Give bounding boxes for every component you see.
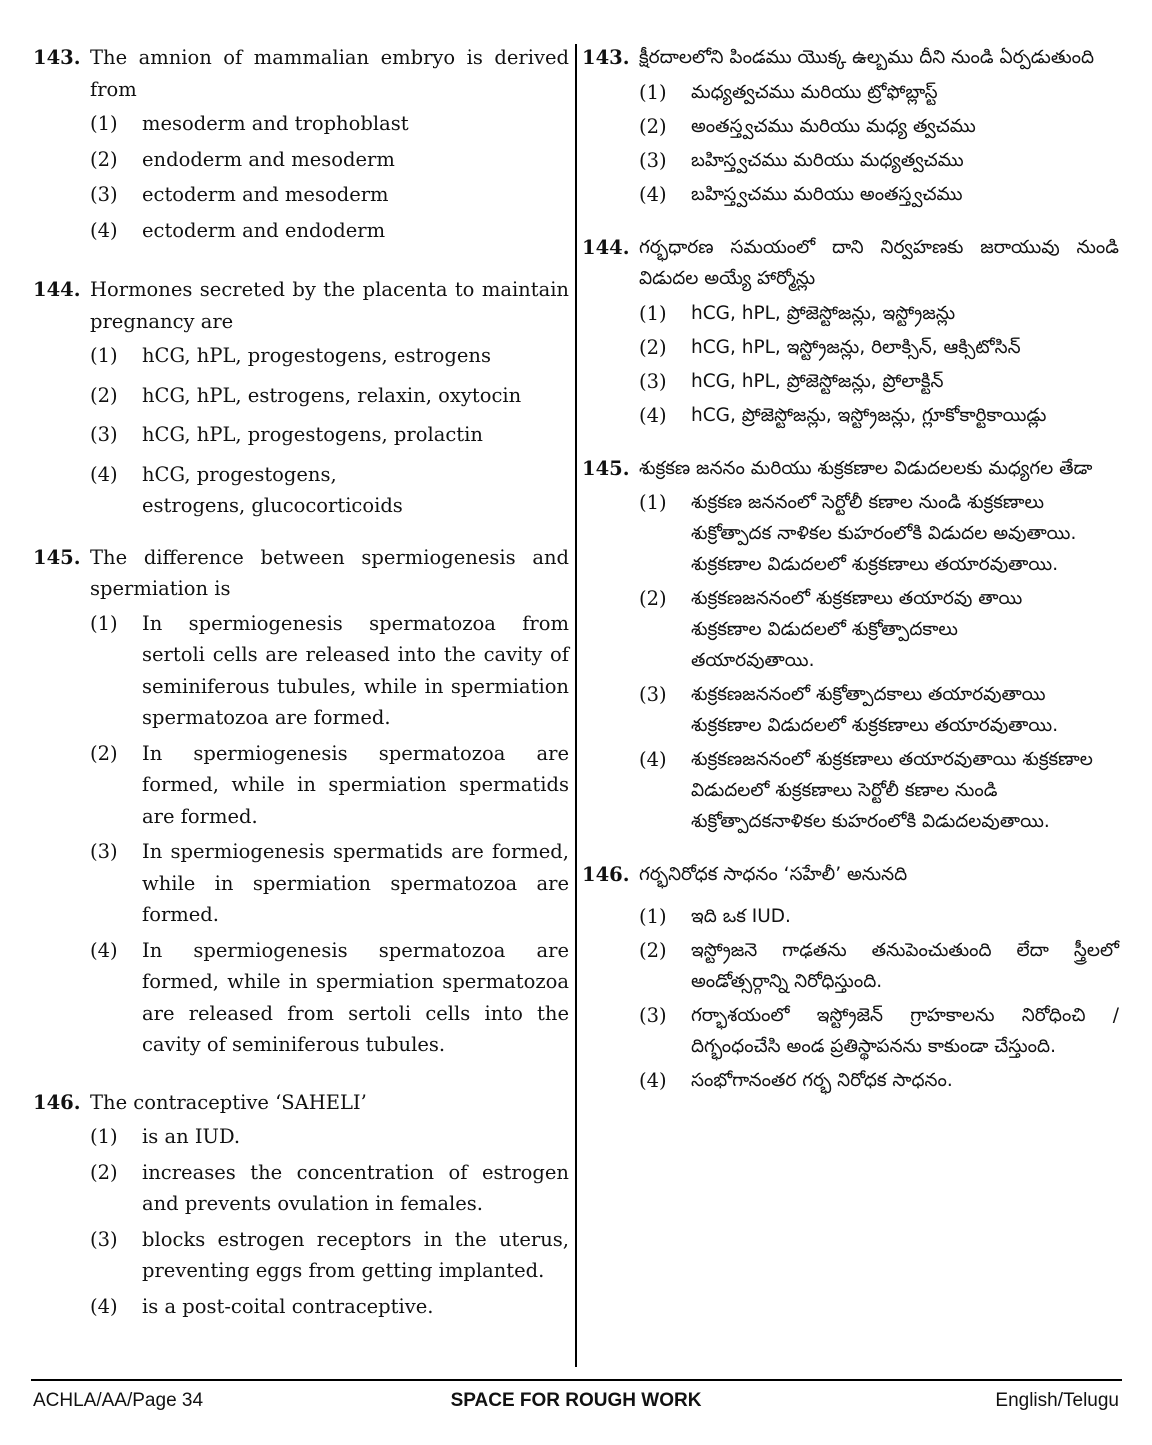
option-number: (3) bbox=[90, 183, 118, 206]
option-text: hCG, hPL, ఇస్ట్రోజన్లు, రిలాక్సిన్, ఆక్సిటోసిన్ bbox=[691, 336, 1021, 358]
option-text: శుక్రకణజననంలో శుక్రోత్పాదకాలు తయారవుతాయి శుక్రకణాల విడుదలలో శుక్రకణాలు తయారవుతాయి. bbox=[691, 684, 1059, 736]
option-list bbox=[639, 77, 1119, 210]
option-number: (1) bbox=[639, 491, 667, 514]
option-2 bbox=[90, 1157, 569, 1220]
column-divider bbox=[575, 44, 577, 1367]
question-text: The difference between spermiogenesis and spermiation is bbox=[90, 545, 569, 600]
option-text: hCG, ప్రోజెస్టోజన్లు, ఇస్ట్రోజన్లు, గ్లూకోకార్టికాయిడ్లు bbox=[691, 404, 1047, 426]
option-number: (2) bbox=[90, 741, 118, 765]
question-text: క్షీరదాలలోని పిండము యొక్క ఉల్బము దీని నుండి ఏర్పడుతుంది bbox=[639, 47, 1095, 68]
option-number: (1) bbox=[90, 112, 118, 135]
question-144-en bbox=[33, 274, 569, 522]
option-text: is an IUD. bbox=[142, 1125, 241, 1148]
option-number: (2) bbox=[90, 1160, 118, 1184]
option-text: hCG, hPL, estrogens, relaxin, oxytocin bbox=[142, 383, 522, 407]
option-text: బహిస్త్వచము మరియు అంతస్త్వచము bbox=[691, 183, 963, 205]
option-number: (4) bbox=[90, 1294, 118, 1318]
option-text: hCG, hPL, ప్రోజెస్టోజన్లు, ప్రోలాక్టిన్ bbox=[691, 370, 944, 392]
option-3 bbox=[90, 419, 569, 451]
question-144-te bbox=[582, 232, 1119, 431]
question-text: The contraceptive ‘SAHELI’ bbox=[90, 1090, 367, 1114]
option-text: గర్భాశయంలో ఇస్ట్రోజెన్ గ్రాహకాలను నిరోధించి / దిగ్భంధంచేసి అండ ప్రతిస్థాపనను కాకుండా చేస్తుంది. bbox=[691, 1004, 1119, 1057]
option-4 bbox=[90, 935, 569, 1061]
option-number: (3) bbox=[639, 369, 667, 393]
option-text: శుక్రకణ జననంలో సెర్టోలీ కణాల నుండి శుక్రకణాలు శుక్రోత్పాదక నాళికల కుహరంలోకి విడుదల అవుతాయి. శుక్రకణాల విడుదలలో శుక్రకణాలు తయారవుతాయి. bbox=[691, 492, 1077, 575]
option-text: ఇస్ట్రోజనె గాఢతను తనుపెంచుతుంది లేదా స్త్రీలలో అండోత్సర్గాన్ని నిరోధిస్తుంది. bbox=[691, 939, 1119, 992]
option-list bbox=[90, 108, 569, 246]
option-3 bbox=[639, 679, 1119, 741]
question-number: 143. bbox=[582, 46, 630, 69]
question-text: శుక్రకణ జననం మరియు శుక్రకణాల విడుదలలకు మధ్యగల తేడా bbox=[639, 457, 1093, 479]
option-text: blocks estrogen receptors in the uterus, preventing eggs from getting implanted. bbox=[142, 1227, 569, 1282]
option-text: In spermiogenesis spermatids are formed, while in spermiation spermatozoa are formed. bbox=[142, 840, 569, 926]
option-text: ectoderm and mesoderm bbox=[142, 183, 389, 206]
option-2 bbox=[639, 935, 1119, 997]
option-number: (3) bbox=[639, 683, 667, 706]
option-4 bbox=[639, 1065, 1119, 1096]
option-2 bbox=[639, 332, 1119, 363]
option-number: (2) bbox=[639, 114, 667, 138]
question-146-te bbox=[582, 859, 1119, 1096]
option-list bbox=[639, 298, 1119, 431]
option-4 bbox=[639, 179, 1119, 210]
question-145-te bbox=[582, 453, 1119, 838]
question-number: 144. bbox=[582, 235, 630, 259]
option-number: (2) bbox=[639, 335, 667, 359]
option-text: శుక్రకణజననంలో శుక్రకణాలు తయారవు తాయి శుక్రకణాల విడుదలలో శుక్రోత్పాదకాలు తయారవుతాయి. bbox=[691, 588, 1023, 671]
option-4 bbox=[90, 459, 569, 522]
option-1 bbox=[90, 340, 569, 372]
option-number: (4) bbox=[639, 748, 667, 771]
option-1 bbox=[90, 1121, 569, 1153]
option-number: (2) bbox=[90, 147, 118, 171]
option-list bbox=[90, 608, 569, 1061]
question-143-en bbox=[33, 42, 569, 246]
option-number: (1) bbox=[90, 344, 118, 367]
option-text: hCG, hPL, progestogens, estrogens bbox=[142, 344, 491, 367]
question-number: 144. bbox=[33, 278, 81, 301]
option-text: increases the concentration of estrogen and prevents ovulation in females. bbox=[142, 1160, 569, 1215]
option-1 bbox=[90, 108, 569, 140]
option-text: mesoderm and trophoblast bbox=[142, 112, 409, 135]
option-3 bbox=[639, 1000, 1119, 1062]
option-3 bbox=[90, 836, 569, 931]
option-3 bbox=[90, 179, 569, 211]
option-number: (1) bbox=[90, 611, 118, 635]
option-3 bbox=[639, 366, 1119, 397]
option-number: (2) bbox=[639, 587, 667, 610]
option-number: (1) bbox=[639, 904, 667, 928]
option-1 bbox=[639, 901, 1119, 932]
option-text: In spermiogenesis spermatozoa are formed, while in spermiation spermatozoa are released from sertoli cells into the cavity of seminiferous tubules. bbox=[142, 938, 569, 1056]
option-number: (4) bbox=[90, 938, 118, 962]
option-text: మధ్యత్వచము మరియు ట్రోఫోబ్లాస్ట్ bbox=[691, 81, 938, 103]
option-number: (4) bbox=[639, 182, 667, 206]
option-2 bbox=[90, 738, 569, 833]
language-label: English/Telugu bbox=[995, 1390, 1119, 1411]
option-number: (2) bbox=[639, 938, 667, 962]
question-text: గర్భనిరోధక సాధనం ‘సహేలీ’ అనునది bbox=[639, 864, 908, 885]
option-number: (3) bbox=[639, 148, 667, 172]
option-list bbox=[90, 1121, 569, 1322]
option-number: (4) bbox=[639, 1068, 667, 1092]
option-text: In spermiogenesis spermatozoa are formed, while in spermiation spermatids are formed. bbox=[142, 741, 569, 828]
question-text: గర్భధారణ సమయంలో దాని నిర్వహణకు జరాయువు నుండి విడుదల అయ్యే హార్మోన్లు bbox=[639, 236, 1119, 289]
option-text: సంభోగానంతర గర్భ నిరోధక సాధనం. bbox=[691, 1069, 953, 1091]
option-number: (4) bbox=[90, 462, 118, 486]
option-number: (3) bbox=[639, 1003, 667, 1027]
footer-divider bbox=[31, 1379, 1122, 1381]
option-number: (1) bbox=[639, 301, 667, 325]
option-2 bbox=[639, 583, 1119, 676]
question-number: 145. bbox=[33, 545, 81, 569]
option-2 bbox=[90, 144, 569, 176]
option-number: (4) bbox=[639, 403, 667, 427]
telugu-column bbox=[582, 42, 1119, 1099]
option-list bbox=[90, 340, 569, 522]
option-text: బహిస్త్వచము మరియు మధ్యత్వచము bbox=[691, 149, 964, 171]
option-4 bbox=[639, 744, 1119, 837]
option-number: (3) bbox=[90, 840, 118, 863]
option-list bbox=[639, 901, 1119, 1096]
english-column bbox=[33, 42, 569, 1326]
option-1 bbox=[639, 298, 1119, 329]
option-number: (1) bbox=[90, 1125, 118, 1148]
option-number: (1) bbox=[639, 80, 667, 104]
option-text: శుక్రకణజననంలో శుక్రకణాలు తయారవుతాయి శుక్రకణాల విడుదలలో శుక్రకణాలు సెర్టోలీ కణాల నుండి శుక్రోత్పాదకనాళికల కుహరంలోకి విడుదలవుతాయి. bbox=[691, 749, 1093, 832]
option-2 bbox=[639, 111, 1119, 142]
option-number: (2) bbox=[90, 383, 118, 407]
option-3 bbox=[90, 1224, 569, 1287]
option-2 bbox=[90, 380, 569, 412]
option-text: hCG, hPL, ప్రోజెస్టోజన్లు, ఇస్ట్రోజన్లు bbox=[691, 302, 956, 324]
option-4 bbox=[639, 400, 1119, 431]
option-4 bbox=[90, 1291, 569, 1323]
question-number: 146. bbox=[582, 863, 630, 886]
option-text: endoderm and mesoderm bbox=[142, 147, 395, 171]
question-146-en bbox=[33, 1087, 569, 1323]
option-text: ఇది ఒక IUD. bbox=[691, 905, 791, 927]
option-number: (4) bbox=[90, 218, 118, 242]
option-1 bbox=[90, 608, 569, 734]
option-text: ectoderm and endoderm bbox=[142, 218, 386, 242]
option-number: (3) bbox=[90, 423, 118, 446]
option-text: అంతస్త్వచము మరియు మధ్య త్వచము bbox=[691, 115, 976, 137]
option-4 bbox=[90, 215, 569, 247]
option-3 bbox=[639, 145, 1119, 176]
question-text: The amnion of mammalian embryo is derived from bbox=[90, 46, 569, 101]
option-text: hCG, hPL, progestogens, prolactin bbox=[142, 423, 483, 446]
option-number: (3) bbox=[90, 1227, 118, 1251]
option-text: hCG, progestogens, estrogens, glucocorticoids bbox=[142, 462, 403, 517]
rough-work-label: SPACE FOR ROUGH WORK bbox=[450, 1390, 702, 1411]
question-number: 146. bbox=[33, 1090, 81, 1114]
question-number: 143. bbox=[33, 46, 81, 69]
page-number: ACHLA/AA/Page 34 bbox=[33, 1390, 204, 1411]
question-145-en bbox=[33, 542, 569, 1061]
question-number: 145. bbox=[582, 456, 630, 480]
option-1 bbox=[639, 77, 1119, 108]
question-text: Hormones secreted by the placenta to maintain pregnancy are bbox=[90, 278, 569, 333]
option-list bbox=[639, 487, 1119, 837]
question-143-te bbox=[582, 42, 1119, 210]
option-text: In spermiogenesis spermatozoa from sertoli cells are released into the cavity of seminiferous tubules, while in spermiation spermatozoa are formed. bbox=[142, 611, 569, 729]
option-text: is a post-coital contraceptive. bbox=[142, 1294, 434, 1318]
option-1 bbox=[639, 487, 1119, 580]
